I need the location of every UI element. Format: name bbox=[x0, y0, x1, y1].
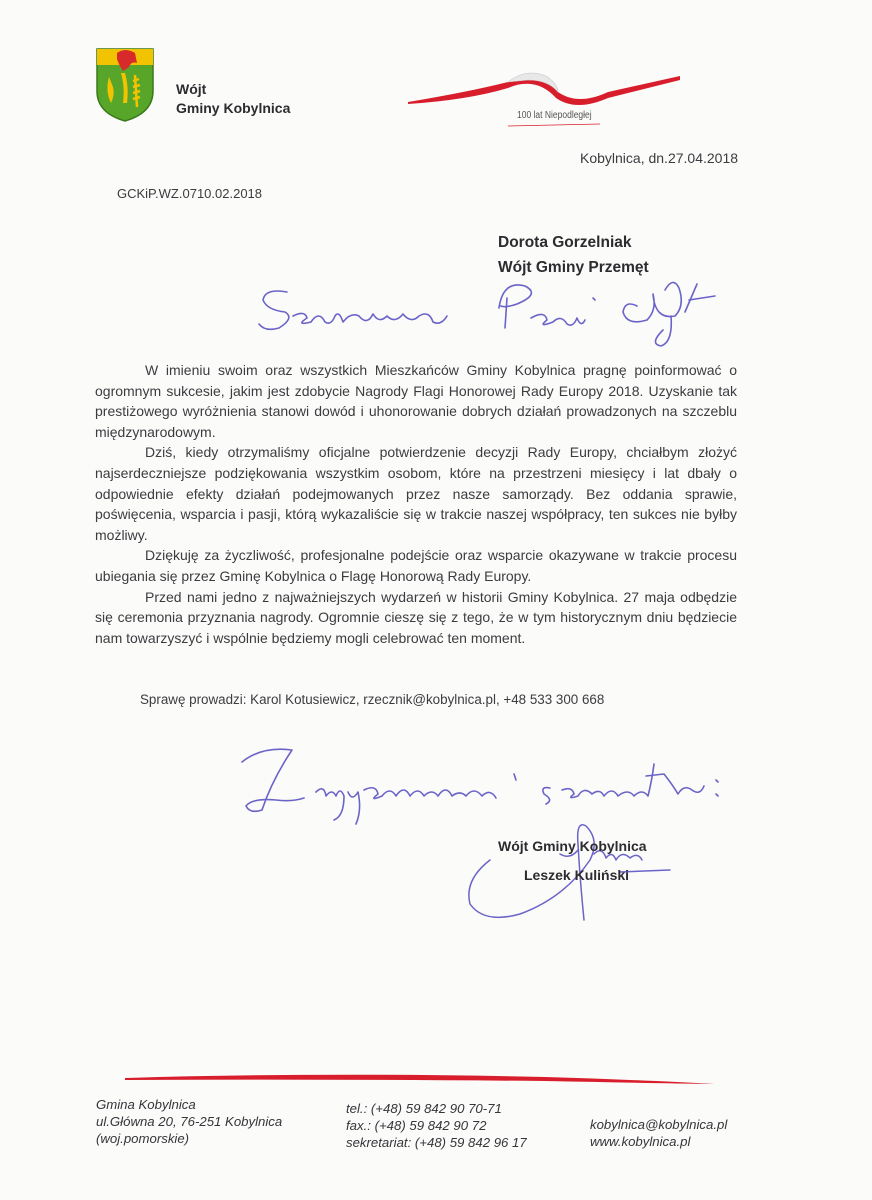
footer-phone-line: tel.: (+48) 59 842 90 70-71 bbox=[346, 1101, 502, 1116]
footer-phone-line: sekretariat: (+48) 59 842 96 17 bbox=[346, 1135, 527, 1150]
recipient-name: Dorota Gorzelniak bbox=[498, 234, 632, 251]
body-paragraph: Przed nami jedno z najważniejszych wydarzeń w historii Gminy Kobylnica. 27 maja odbędzie się ceremonia przyznania nagrody. Ogromnie cieszę się z tego, że w tym historycznym dniu będziecie nam towarzyszyć i wspólnie będziemy mogli celebrować ten moment. bbox=[95, 588, 737, 646]
handwritten-greeting bbox=[255, 270, 735, 350]
signer-title: Wójt Gminy Kobylnica bbox=[498, 838, 647, 854]
footer-address-line: Gmina Kobylnica bbox=[96, 1097, 196, 1112]
handwritten-closing bbox=[232, 740, 742, 830]
emblem-caption: 100 lat Niepodległej bbox=[517, 110, 592, 121]
footer-divider bbox=[125, 1068, 715, 1088]
footer-phone-line: fax.: (+48) 59 842 90 72 bbox=[346, 1118, 487, 1133]
signer-block bbox=[498, 832, 647, 890]
body-paragraph: Dziękuję za życzliwość, profesjonalne podejście oraz wsparcie okazywane w trakcie procesu ubiegania się przez Gminę Kobylnica o Flagę Honorową Rady Europy. bbox=[95, 547, 737, 584]
office-name bbox=[176, 80, 290, 118]
body-paragraph: Dziś, kiedy otrzymaliśmy oficjalne potwierdzenie decyzji Rady Europy, chciałbym złożyć najserdeczniejsze podziękowania wszystkim osobom, które na przestrzeni miesięcy i lat dbały o odpowiednie efekty działań podejmowanych przez nasze samorządy. Bez oddania sprawie, poświęcenia, wsparcia i pasji, którą wykazaliście się w trakcie naszej współpracy, ten sukces nie byłby możliwy. bbox=[95, 444, 737, 543]
footer-website: www.kobylnica.pl bbox=[590, 1134, 691, 1149]
footer-email: kobylnica@kobylnica.pl bbox=[590, 1117, 728, 1132]
reference-number: GCKiP.WZ.0710.02.2018 bbox=[117, 186, 263, 201]
contact-line: Sprawę prowadzi: Karol Kotusiewicz, rzecznik@kobylnica.pl, +48 533 300 668 bbox=[140, 692, 605, 707]
office-line2: Gminy Kobylnica bbox=[176, 100, 291, 116]
office-line1: Wójt bbox=[176, 81, 207, 97]
signer-name: Leszek Kuliński bbox=[524, 867, 630, 883]
independence-emblem bbox=[408, 62, 683, 132]
recipient-title: Wójt Gminy Przemęt bbox=[498, 259, 649, 276]
letter-body bbox=[95, 360, 737, 648]
footer-web bbox=[590, 1116, 727, 1150]
footer-address-line: ul.Główna 20, 76-251 Kobylnica bbox=[96, 1114, 283, 1129]
footer-address-line: (woj.pomorskie) bbox=[96, 1131, 190, 1146]
body-paragraph: W imieniu swoim oraz wszystkich Mieszkańców Gminy Kobylnica pragnę poinformować o ogromnym sukcesie, jakim jest zdobycie Nagrody Flagi Honorowej Rady Europy 2018. Uzyskanie tak prestiżowego wyróżnienia stanowi dowód i uhonorowanie dobrych działań prowadzonych na szczeblu międzynarodowym. bbox=[95, 362, 737, 440]
coat-of-arms-icon bbox=[95, 47, 155, 123]
letter-date: Kobylnica, dn.27.04.2018 bbox=[580, 150, 739, 166]
footer-phones bbox=[346, 1100, 527, 1151]
footer-address bbox=[96, 1096, 282, 1147]
